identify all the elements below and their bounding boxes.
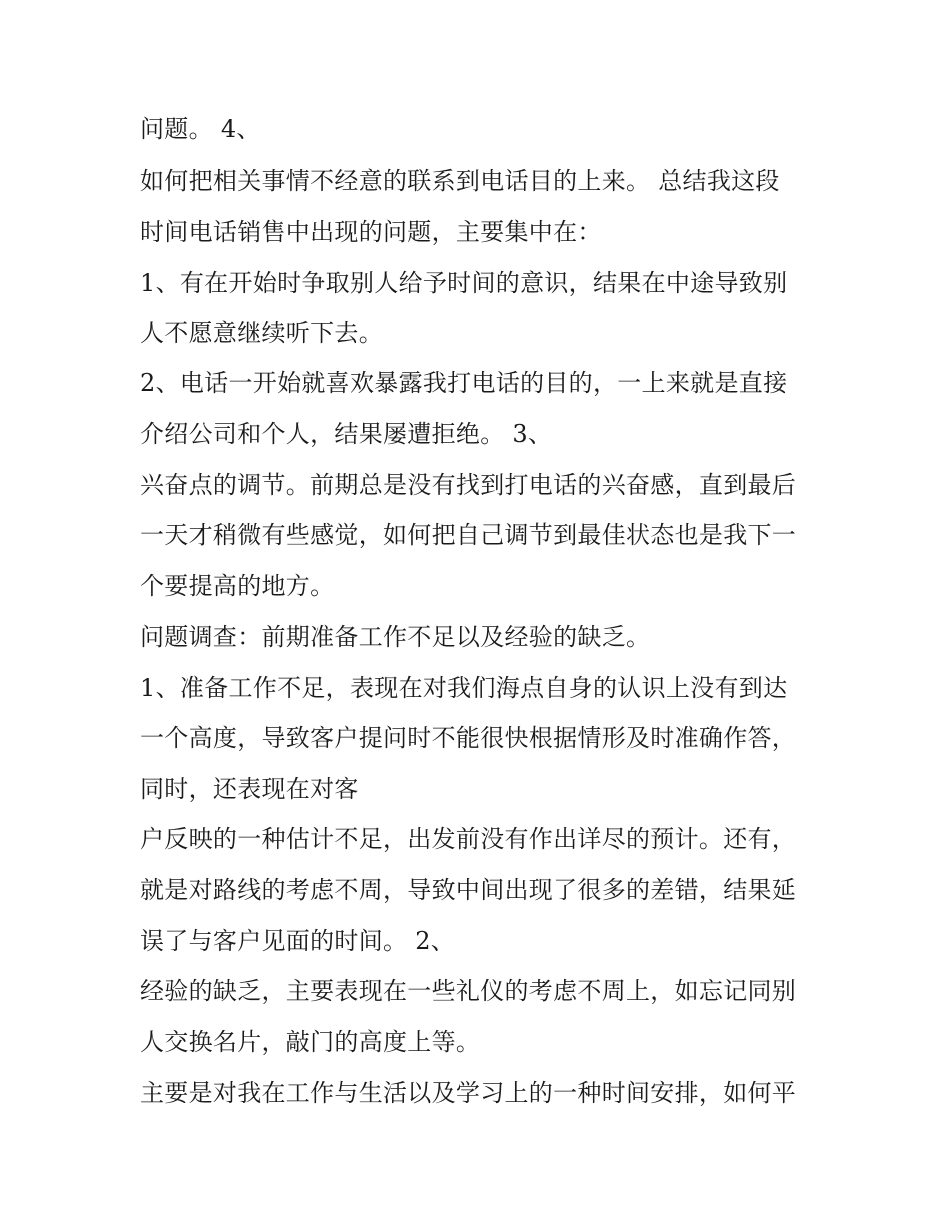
text-line: 就是对路线的考虑不周，导致中间出现了很多的差错，结果延 xyxy=(140,876,797,904)
text-line: 经验的缺乏，主要表现在一些礼仪的考虑不周上，如忘记同别 xyxy=(140,977,797,1005)
text-line: 人交换名片，敲门的高度上等。 xyxy=(140,1028,481,1056)
text-line: 一个高度，导致客户提问时不能很快根据情形及时准确作答， xyxy=(140,724,797,752)
text-line: 误了与客户见面的时间。 2、 xyxy=(140,927,456,955)
text-line: 兴奋点的调节。前期总是没有找到打电话的兴奋感，直到最后 xyxy=(140,471,797,499)
text-line: 2、电话一开始就喜欢暴露我打电话的目的，一上来就是直接 xyxy=(140,369,788,397)
text-line: 1、有在开始时争取别人给予时间的意识，结果在中途导致别 xyxy=(140,269,788,297)
text-line: 户反映的一种估计不足，出发前没有作出详尽的预计。还有， xyxy=(140,825,797,853)
text-line: 问题。 4、 xyxy=(140,115,261,143)
text-line: 如何把相关事情不经意的联系到电话目的上来。 总结我这段 xyxy=(140,167,780,195)
text-line: 1、准备工作不足，表现在对我们海点自身的认识上没有到达 xyxy=(140,674,788,702)
text-line: 问题调查：前期准备工作不足以及经验的缺乏。 xyxy=(140,623,651,651)
text-line: 介绍公司和个人，结果屡遭拒绝。 3、 xyxy=(140,420,553,448)
text-line: 人不愿意继续听下去。 xyxy=(140,319,383,347)
text-line: 同时，还表现在对客 xyxy=(140,775,359,803)
text-line: 一天才稍微有些感觉，如何把自己调节到最佳状态也是我下一 xyxy=(140,521,797,549)
text-line: 主要是对我在工作与生活以及学习上的一种时间安排，如何平 xyxy=(140,1079,797,1107)
text-line: 个要提高的地方。 xyxy=(140,572,335,600)
text-line: 时间电话销售中出现的问题，主要集中在： xyxy=(140,218,602,246)
